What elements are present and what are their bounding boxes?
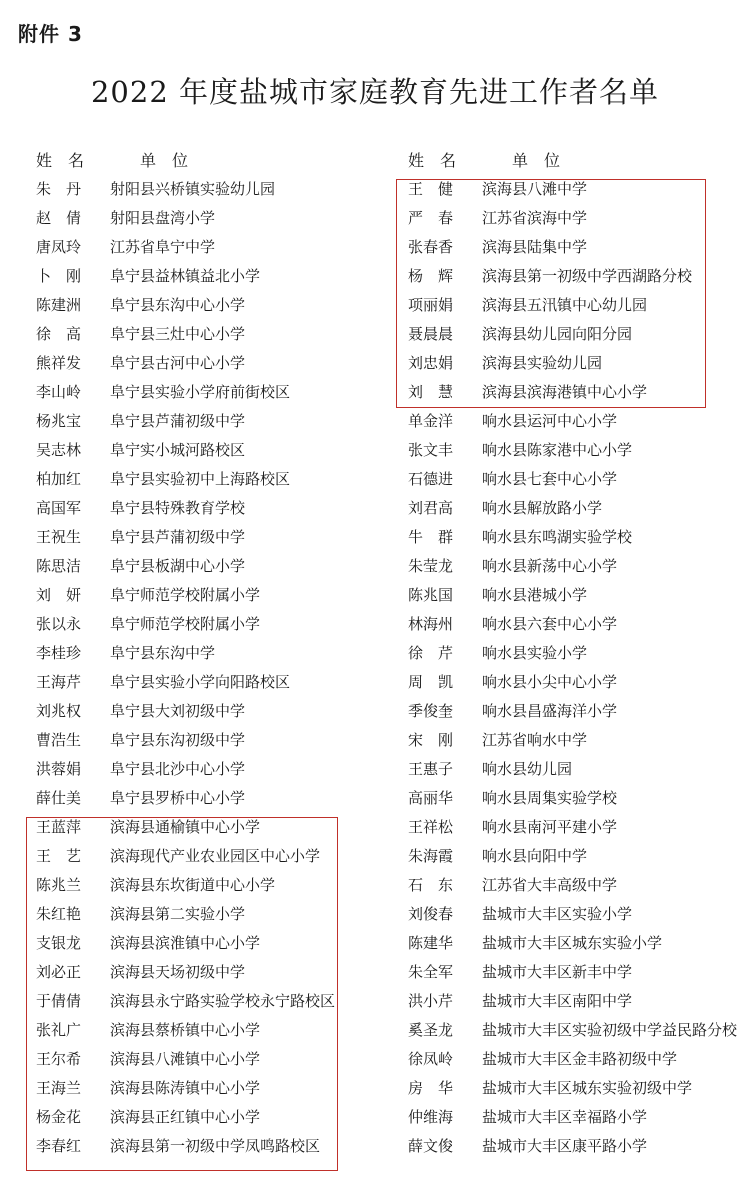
unit-name: 阜宁县三灶中心小学 bbox=[110, 325, 246, 343]
list-item bbox=[408, 813, 750, 842]
list-item bbox=[36, 349, 376, 378]
unit-name: 阜宁县实验小学向阳路校区 bbox=[110, 673, 291, 691]
person-name: 宋 刚 bbox=[408, 731, 454, 749]
unit-name: 响水县实验小学 bbox=[482, 644, 588, 662]
unit-name: 盐城市大丰区城东实验初级中学 bbox=[482, 1079, 693, 1097]
person-name: 李桂珍 bbox=[36, 644, 82, 662]
unit-name: 盐城市大丰区金丰路初级中学 bbox=[482, 1050, 678, 1068]
table-header bbox=[408, 146, 750, 175]
person-name: 林海州 bbox=[408, 615, 454, 633]
list-item bbox=[36, 407, 376, 436]
list-item bbox=[408, 726, 750, 755]
person-name: 王 健 bbox=[408, 180, 454, 198]
unit-name: 盐城市大丰区城东实验小学 bbox=[482, 934, 663, 952]
person-name: 李山岭 bbox=[36, 383, 82, 401]
person-name: 吴志林 bbox=[36, 441, 82, 459]
list-item bbox=[408, 958, 750, 987]
header-name: 姓 名 bbox=[408, 151, 457, 170]
list-item bbox=[36, 726, 376, 755]
list-item bbox=[36, 436, 376, 465]
list-item bbox=[36, 320, 376, 349]
list-item bbox=[408, 1016, 750, 1045]
highlight-box-left bbox=[26, 817, 338, 1171]
unit-name: 盐城市大丰区实验小学 bbox=[482, 905, 633, 923]
list-item bbox=[36, 494, 376, 523]
person-name: 唐凤玲 bbox=[36, 238, 82, 256]
list-item bbox=[36, 378, 376, 407]
unit-name: 阜宁师范学校附属小学 bbox=[110, 586, 261, 604]
person-name: 刘 妍 bbox=[36, 586, 82, 604]
unit-name: 响水县幼儿园 bbox=[482, 760, 573, 778]
attachment-label: 附件 3 bbox=[18, 22, 83, 46]
unit-name: 阜宁县北沙中心小学 bbox=[110, 760, 246, 778]
unit-name: 滨海县东坎街道中心小学 bbox=[110, 876, 276, 894]
unit-name: 盐城市大丰区康平路小学 bbox=[482, 1137, 648, 1155]
list-item bbox=[408, 494, 750, 523]
unit-name: 响水县东鸣湖实验学校 bbox=[482, 528, 633, 546]
person-name: 严 春 bbox=[408, 209, 454, 227]
page-title: 2022 年度盐城市家庭教育先进工作者名单 bbox=[90, 75, 660, 109]
person-name: 朱红艳 bbox=[36, 905, 82, 923]
person-name: 朱莹龙 bbox=[408, 557, 454, 575]
person-name: 刘兆权 bbox=[36, 702, 82, 720]
unit-name: 滨海现代产业农业园区中心小学 bbox=[110, 847, 321, 865]
unit-name: 响水县昌盛海洋小学 bbox=[482, 702, 618, 720]
person-name: 卜 刚 bbox=[36, 267, 82, 285]
person-name: 石 东 bbox=[408, 876, 454, 894]
person-name: 刘俊春 bbox=[408, 905, 454, 923]
person-name: 张春香 bbox=[408, 238, 454, 256]
unit-name: 滨海县蔡桥镇中心小学 bbox=[110, 1021, 261, 1039]
unit-name: 滨海县正红镇中心小学 bbox=[110, 1108, 261, 1126]
list-item bbox=[36, 784, 376, 813]
list-item bbox=[36, 262, 376, 291]
person-name: 薛仕美 bbox=[36, 789, 82, 807]
unit-name: 滨海县滨海港镇中心小学 bbox=[482, 383, 648, 401]
person-name: 张以永 bbox=[36, 615, 82, 633]
person-name: 杨金花 bbox=[36, 1108, 82, 1126]
unit-name: 响水县港城小学 bbox=[482, 586, 588, 604]
list-item bbox=[408, 465, 750, 494]
unit-name: 响水县小尖中心小学 bbox=[482, 673, 618, 691]
list-item bbox=[408, 523, 750, 552]
unit-name: 江苏省滨海中学 bbox=[482, 209, 588, 227]
unit-name: 阜宁县东沟初级中学 bbox=[110, 731, 246, 749]
unit-name: 江苏省响水中学 bbox=[482, 731, 588, 749]
unit-name: 阜宁师范学校附属小学 bbox=[110, 615, 261, 633]
person-name: 刘君高 bbox=[408, 499, 454, 517]
person-name: 杨兆宝 bbox=[36, 412, 82, 430]
header-name: 姓 名 bbox=[36, 151, 85, 170]
person-name: 王 艺 bbox=[36, 847, 82, 865]
person-name: 徐凤岭 bbox=[408, 1050, 454, 1068]
person-name: 张文丰 bbox=[408, 441, 454, 459]
person-name: 牛 群 bbox=[408, 528, 454, 546]
person-name: 刘必正 bbox=[36, 963, 82, 981]
unit-name: 滨海县陈涛镇中心小学 bbox=[110, 1079, 261, 1097]
person-name: 高丽华 bbox=[408, 789, 454, 807]
person-name: 薛文俊 bbox=[408, 1137, 454, 1155]
unit-name: 盐城市大丰区新丰中学 bbox=[482, 963, 633, 981]
unit-name: 盐城市大丰区幸福路小学 bbox=[482, 1108, 648, 1126]
unit-name: 阜宁县益林镇益北小学 bbox=[110, 267, 261, 285]
unit-name: 阜宁县芦蒲初级中学 bbox=[110, 528, 246, 546]
person-name: 王祝生 bbox=[36, 528, 82, 546]
list-item bbox=[408, 552, 750, 581]
unit-name: 响水县陈家港中心小学 bbox=[482, 441, 633, 459]
unit-name: 滨海县五汛镇中心幼儿园 bbox=[482, 296, 648, 314]
person-name: 王惠子 bbox=[408, 760, 454, 778]
person-name: 熊祥发 bbox=[36, 354, 82, 372]
person-name: 朱 丹 bbox=[36, 180, 82, 198]
list-item bbox=[36, 552, 376, 581]
unit-name: 盐城市大丰区实验初级中学益民路分校 bbox=[482, 1021, 738, 1039]
unit-name: 滨海县天场初级中学 bbox=[110, 963, 246, 981]
list-item bbox=[36, 175, 376, 204]
unit-name: 滨海县滨淮镇中心小学 bbox=[110, 934, 261, 952]
person-name: 曹浩生 bbox=[36, 731, 82, 749]
list-item bbox=[408, 871, 750, 900]
person-name: 柏加红 bbox=[36, 470, 82, 488]
unit-name: 响水县向阳中学 bbox=[482, 847, 588, 865]
list-item bbox=[408, 755, 750, 784]
unit-name: 滨海县幼儿园向阳分园 bbox=[482, 325, 633, 343]
person-name: 奚圣龙 bbox=[408, 1021, 454, 1039]
list-item bbox=[36, 233, 376, 262]
person-name: 王海兰 bbox=[36, 1079, 82, 1097]
unit-name: 滨海县通榆镇中心小学 bbox=[110, 818, 261, 836]
unit-name: 阜宁实小城河路校区 bbox=[110, 441, 246, 459]
list-item bbox=[408, 900, 750, 929]
list-item bbox=[408, 1132, 750, 1161]
person-name: 王蓝萍 bbox=[36, 818, 82, 836]
unit-name: 阜宁县东沟中心小学 bbox=[110, 296, 246, 314]
unit-name: 滨海县永宁路实验学校永宁路校区 bbox=[110, 992, 336, 1010]
unit-name: 阜宁县罗桥中心小学 bbox=[110, 789, 246, 807]
unit-name: 滨海县八滩中学 bbox=[482, 180, 588, 198]
list-item bbox=[408, 407, 750, 436]
person-name: 徐 芹 bbox=[408, 644, 454, 662]
table-header bbox=[36, 146, 376, 175]
list-item bbox=[36, 523, 376, 552]
unit-name: 滨海县陆集中学 bbox=[482, 238, 588, 256]
person-name: 陈兆兰 bbox=[36, 876, 82, 894]
person-name: 刘 慧 bbox=[408, 383, 454, 401]
person-name: 洪小芹 bbox=[408, 992, 454, 1010]
person-name: 单金洋 bbox=[408, 412, 454, 430]
person-name: 季俊奎 bbox=[408, 702, 454, 720]
list-item bbox=[36, 755, 376, 784]
person-name: 陈建华 bbox=[408, 934, 454, 952]
list-item bbox=[36, 668, 376, 697]
header-unit: 单 位 bbox=[512, 151, 561, 170]
list-item bbox=[408, 436, 750, 465]
person-name: 石德进 bbox=[408, 470, 454, 488]
unit-name: 滨海县第一初级中学西湖路分校 bbox=[482, 267, 693, 285]
list-item bbox=[408, 668, 750, 697]
person-name: 刘忠娟 bbox=[408, 354, 454, 372]
person-name: 杨 辉 bbox=[408, 267, 454, 285]
unit-name: 盐城市大丰区南阳中学 bbox=[482, 992, 633, 1010]
list-item bbox=[36, 697, 376, 726]
list-item bbox=[408, 1045, 750, 1074]
unit-name: 响水县南河平建小学 bbox=[482, 818, 618, 836]
person-name: 聂晨晨 bbox=[408, 325, 454, 343]
list-item bbox=[408, 697, 750, 726]
person-name: 项丽娟 bbox=[408, 296, 454, 314]
person-name: 王祥松 bbox=[408, 818, 454, 836]
unit-name: 阜宁县古河中心小学 bbox=[110, 354, 246, 372]
unit-name: 江苏省阜宁中学 bbox=[110, 238, 216, 256]
unit-name: 滨海县八滩镇中心小学 bbox=[110, 1050, 261, 1068]
list-item bbox=[408, 610, 750, 639]
person-name: 赵 倩 bbox=[36, 209, 82, 227]
list-item bbox=[36, 465, 376, 494]
person-name: 仲维海 bbox=[408, 1108, 454, 1126]
unit-name: 射阳县盘湾小学 bbox=[110, 209, 216, 227]
unit-name: 江苏省大丰高级中学 bbox=[482, 876, 618, 894]
unit-name: 阜宁县芦蒲初级中学 bbox=[110, 412, 246, 430]
unit-name: 响水县七套中心小学 bbox=[482, 470, 618, 488]
person-name: 朱全军 bbox=[408, 963, 454, 981]
unit-name: 阜宁县实验小学府前街校区 bbox=[110, 383, 291, 401]
header-unit: 单 位 bbox=[140, 151, 189, 170]
unit-name: 阜宁县东沟中学 bbox=[110, 644, 216, 662]
list-item bbox=[408, 581, 750, 610]
unit-name: 响水县新荡中心小学 bbox=[482, 557, 618, 575]
list-item bbox=[408, 1103, 750, 1132]
unit-name: 响水县运河中心小学 bbox=[482, 412, 618, 430]
list-item bbox=[36, 610, 376, 639]
unit-name: 阜宁县大刘初级中学 bbox=[110, 702, 246, 720]
person-name: 洪蓉娟 bbox=[36, 760, 82, 778]
person-name: 陈建洲 bbox=[36, 296, 82, 314]
person-name: 周 凯 bbox=[408, 673, 454, 691]
list-item bbox=[36, 639, 376, 668]
list-item bbox=[408, 842, 750, 871]
person-name: 王海芹 bbox=[36, 673, 82, 691]
person-name: 王尔希 bbox=[36, 1050, 82, 1068]
unit-name: 阜宁县板湖中心小学 bbox=[110, 557, 246, 575]
person-name: 陈思洁 bbox=[36, 557, 82, 575]
person-name: 朱海霞 bbox=[408, 847, 454, 865]
person-name: 房 华 bbox=[408, 1079, 454, 1097]
list-item bbox=[36, 291, 376, 320]
unit-name: 阜宁县特殊教育学校 bbox=[110, 499, 246, 517]
unit-name: 响水县解放路小学 bbox=[482, 499, 603, 517]
person-name: 徐 高 bbox=[36, 325, 82, 343]
unit-name: 响水县周集实验学校 bbox=[482, 789, 618, 807]
unit-name: 阜宁县实验初中上海路校区 bbox=[110, 470, 291, 488]
highlight-box-right bbox=[396, 179, 706, 408]
list-item bbox=[408, 784, 750, 813]
list-item bbox=[408, 987, 750, 1016]
list-item bbox=[408, 639, 750, 668]
list-item bbox=[408, 929, 750, 958]
person-name: 高国军 bbox=[36, 499, 82, 517]
person-name: 支银龙 bbox=[36, 934, 82, 952]
unit-name: 响水县六套中心小学 bbox=[482, 615, 618, 633]
unit-name: 滨海县实验幼儿园 bbox=[482, 354, 603, 372]
list-item bbox=[36, 581, 376, 610]
person-name: 张礼广 bbox=[36, 1021, 82, 1039]
unit-name: 射阳县兴桥镇实验幼儿园 bbox=[110, 180, 276, 198]
list-item bbox=[36, 204, 376, 233]
unit-name: 滨海县第二实验小学 bbox=[110, 905, 246, 923]
unit-name: 滨海县第一初级中学凤鸣路校区 bbox=[110, 1137, 321, 1155]
list-item bbox=[408, 1074, 750, 1103]
person-name: 于倩倩 bbox=[36, 992, 82, 1010]
person-name: 李春红 bbox=[36, 1137, 82, 1155]
person-name: 陈兆国 bbox=[408, 586, 454, 604]
